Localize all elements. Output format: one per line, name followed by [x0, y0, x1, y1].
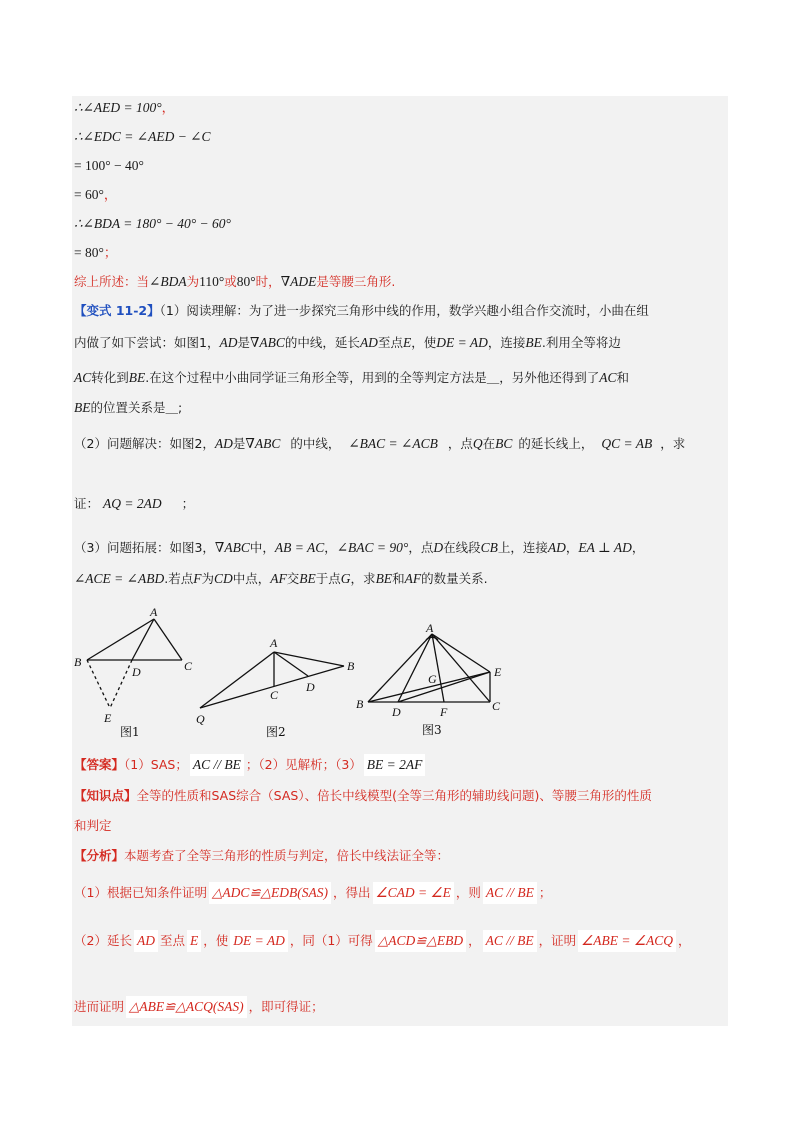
fig2-label-a: A	[270, 636, 278, 650]
analysis-line3: 进而证明 △ABE≌△ACQ(SAS) ，即可得证；	[74, 996, 324, 1018]
answer-math-1: AC // BE	[190, 754, 244, 776]
knowledge-line2: 和判定	[74, 818, 112, 833]
knowledge-line1: 【知识点】全等的性质和SAS综合（SAS）、倍长中线模型(全等三角形的辅助线问题)、等腰三角形的性质	[74, 788, 652, 803]
summary-line: 综上所述：当∠BDA为110°或80°时，∇ADE是等腰三角形.	[74, 274, 396, 289]
answer-line: 【答案】（1）SAS； AC // BE ；（2）见解析；（3） BE = 2AF	[74, 754, 427, 776]
fig1-label-c: C	[184, 659, 193, 673]
analysis-tag: 【分析】	[74, 848, 125, 863]
step-line-3: = 100° − 40°	[74, 158, 144, 173]
fig3-label-f: F	[440, 705, 448, 719]
fig2-label-b: B	[347, 659, 355, 673]
fig3-label-c: C	[492, 699, 501, 713]
knowledge-tag: 【知识点】	[74, 788, 137, 803]
problem-part1-line1: 【变式 11-2】（1）阅读理解：为了进一步探究三角形中线的作用，数学兴趣小组合作交流时，小曲在组	[74, 303, 649, 318]
problem-part3-line1: （3）问题拓展：如图3，∇ABC中，AB = AC，∠BAC = 90°，点D在线段CB上，连接AD，EA ⊥ AD，	[74, 540, 645, 555]
fig3-label-b: B	[356, 697, 364, 711]
answer-tag: 【答案】	[74, 757, 125, 772]
fig3-label-g: G	[428, 672, 437, 686]
analysis-intro: 【分析】本题考查了全等三角形的性质与判定，倍长中线法证全等：	[74, 848, 450, 863]
problem-part1-line4: BE的位置关系是＿;	[74, 400, 183, 415]
problem-part3-line2: ∠ACE = ∠ABD.若点F为CD中点，AF交BE于点G，求BE和AF的数量关系.	[74, 571, 488, 586]
step-line-4: = 60°，	[74, 187, 117, 203]
fig3-label-d: D	[392, 705, 401, 719]
problem-part2-line1: （2）问题解决：如图2，AD是∇ABC 的中线， ∠BAC = ∠ACB ，点Q在BC 的延长线上， QC = AB ，求	[74, 436, 686, 451]
fig3-label-e: E	[494, 665, 502, 679]
fig2-label-q: Q	[196, 712, 205, 726]
problem-part1-line2: 内做了如下尝试：如图1，AD是∇ABC的中线，延长AD至点E，使DE = AD，连接BE.利用全等将边	[74, 335, 621, 350]
variant-tag: 【变式 11-2】	[74, 303, 160, 318]
figure-2	[190, 630, 370, 745]
fig1-caption: 图1	[120, 725, 140, 739]
answer-math-2: BE = 2AF	[364, 754, 426, 776]
figure-1	[68, 604, 208, 744]
fig1-label-b: B	[74, 655, 82, 669]
analysis-line2: （2）延长 AD 至点 E ，使 DE = AD ，同（1）可得 △ACD≌△EBD ， AC // BE ，证明 ∠ABE = ∠ACQ ，	[74, 930, 691, 952]
fig1-label-e: E	[104, 711, 112, 725]
fig1-label-d: D	[132, 665, 141, 679]
step-line-1: ∴∠AED = 100°，	[74, 100, 175, 116]
analysis-line1: （1）根据已知条件证明 △ADC≌△EDB(SAS) ，得出 ∠CAD = ∠E ，则 AC // BE ；	[74, 882, 551, 904]
problem-part1-line3: AC转化到BE.在这个过程中小曲同学证三角形全等，用到的全等判定方法是＿，另外他还得到了AC和	[74, 370, 630, 385]
fig3-caption: 图3	[422, 723, 442, 737]
step-line-2: ∴∠EDC = ∠AED − ∠C	[74, 129, 211, 144]
step-line-5: ∴∠BDA = 180° − 40° − 60°	[74, 216, 231, 231]
problem-part2-line2: 证： AQ = 2AD ；	[74, 496, 195, 511]
fig3-label-a: A	[426, 622, 434, 635]
figure-3	[352, 622, 512, 742]
fig2-label-c: C	[270, 688, 279, 702]
fig2-caption: 图2	[266, 725, 286, 739]
step-line-6: = 80°；	[74, 245, 117, 261]
fig1-label-a: A	[150, 605, 158, 619]
fig2-label-d: D	[306, 680, 315, 694]
